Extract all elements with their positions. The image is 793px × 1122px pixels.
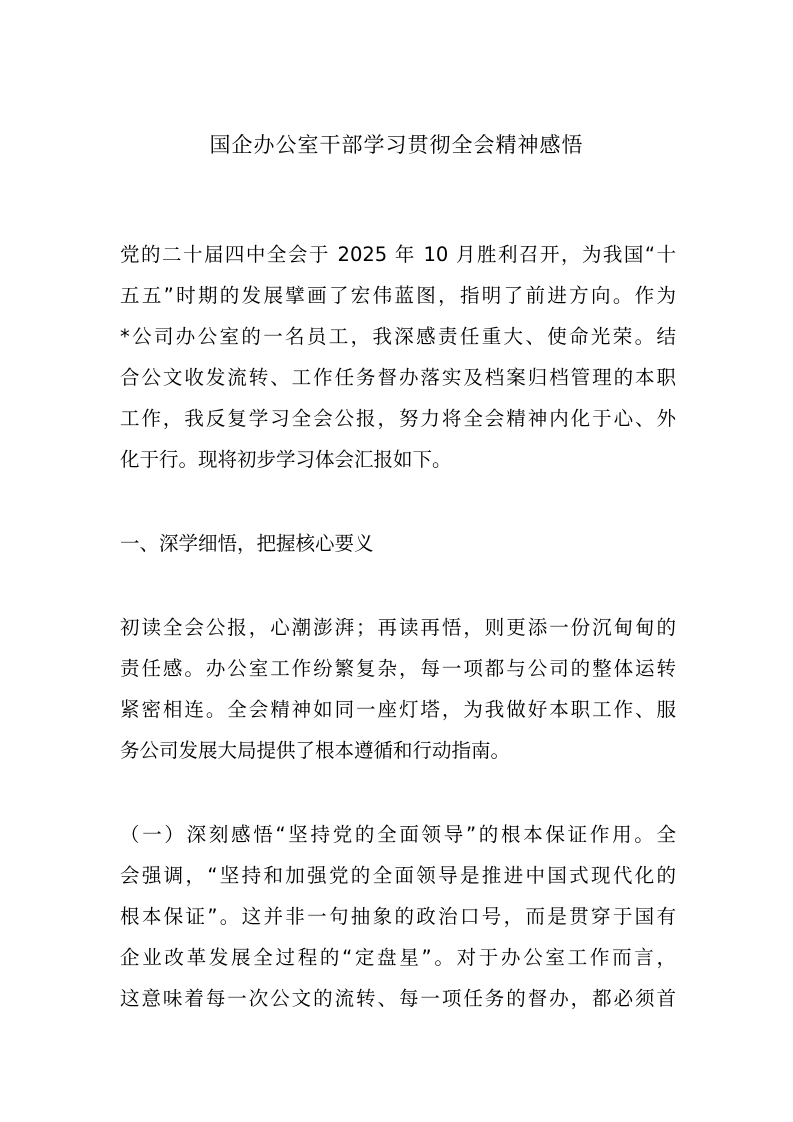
paragraph-line: 会强调，“坚持和加强党的全面领导是推进中国式现代化的 [120, 864, 676, 887]
paragraph-line: 合公文收发流转、工作任务督办落实及档案归档管理的本职 [120, 366, 676, 389]
paragraph-line: 紧密相连。全会精神如同一座灯塔，为我做好本职工作、服 [120, 698, 676, 721]
paragraph-line: *公司办公室的一名员工，我深感责任重大、使命光荣。结 [120, 325, 676, 348]
paragraph-line: 务公司发展大局提供了根本遵循和行动指南。 [120, 739, 511, 762]
paragraph-line: （一）深刻感悟“坚持党的全面领导”的根本保证作用。全 [120, 823, 676, 846]
paragraph-line: 责任感。办公室工作纷繁复杂，每一项都与公司的整体运转 [120, 657, 676, 680]
paragraph-line: 这意味着每一次公文的流转、每一项任务的督办，都必须首 [120, 987, 676, 1010]
paragraph-line: 党的二十届四中全会于 2025 年 10 月胜利召开，为我国“十 [120, 243, 676, 266]
paragraph-line: 工作，我反复学习全会公报，努力将全会精神内化于心、外 [120, 407, 676, 430]
paragraph-line: 化于行。现将初步学习体会汇报如下。 [120, 448, 452, 471]
paragraph-line: 根本保证”。这并非一句抽象的政治口号，而是贯穿于国有 [120, 905, 676, 928]
paragraph-line: 初读全会公报，心潮澎湃；再读再悟，则更添一份沉甸甸的 [120, 616, 676, 639]
section-heading: 一、深学细悟，把握核心要义 [120, 532, 374, 555]
document-title: 国企办公室干部学习贯彻全会精神感悟 [209, 133, 584, 157]
paragraph-line: 企业改革发展全过程的“定盘星”。对于办公室工作而言， [120, 946, 676, 969]
paragraph-line: 五五”时期的发展擘画了宏伟蓝图，指明了前进方向。作为 [120, 284, 676, 307]
